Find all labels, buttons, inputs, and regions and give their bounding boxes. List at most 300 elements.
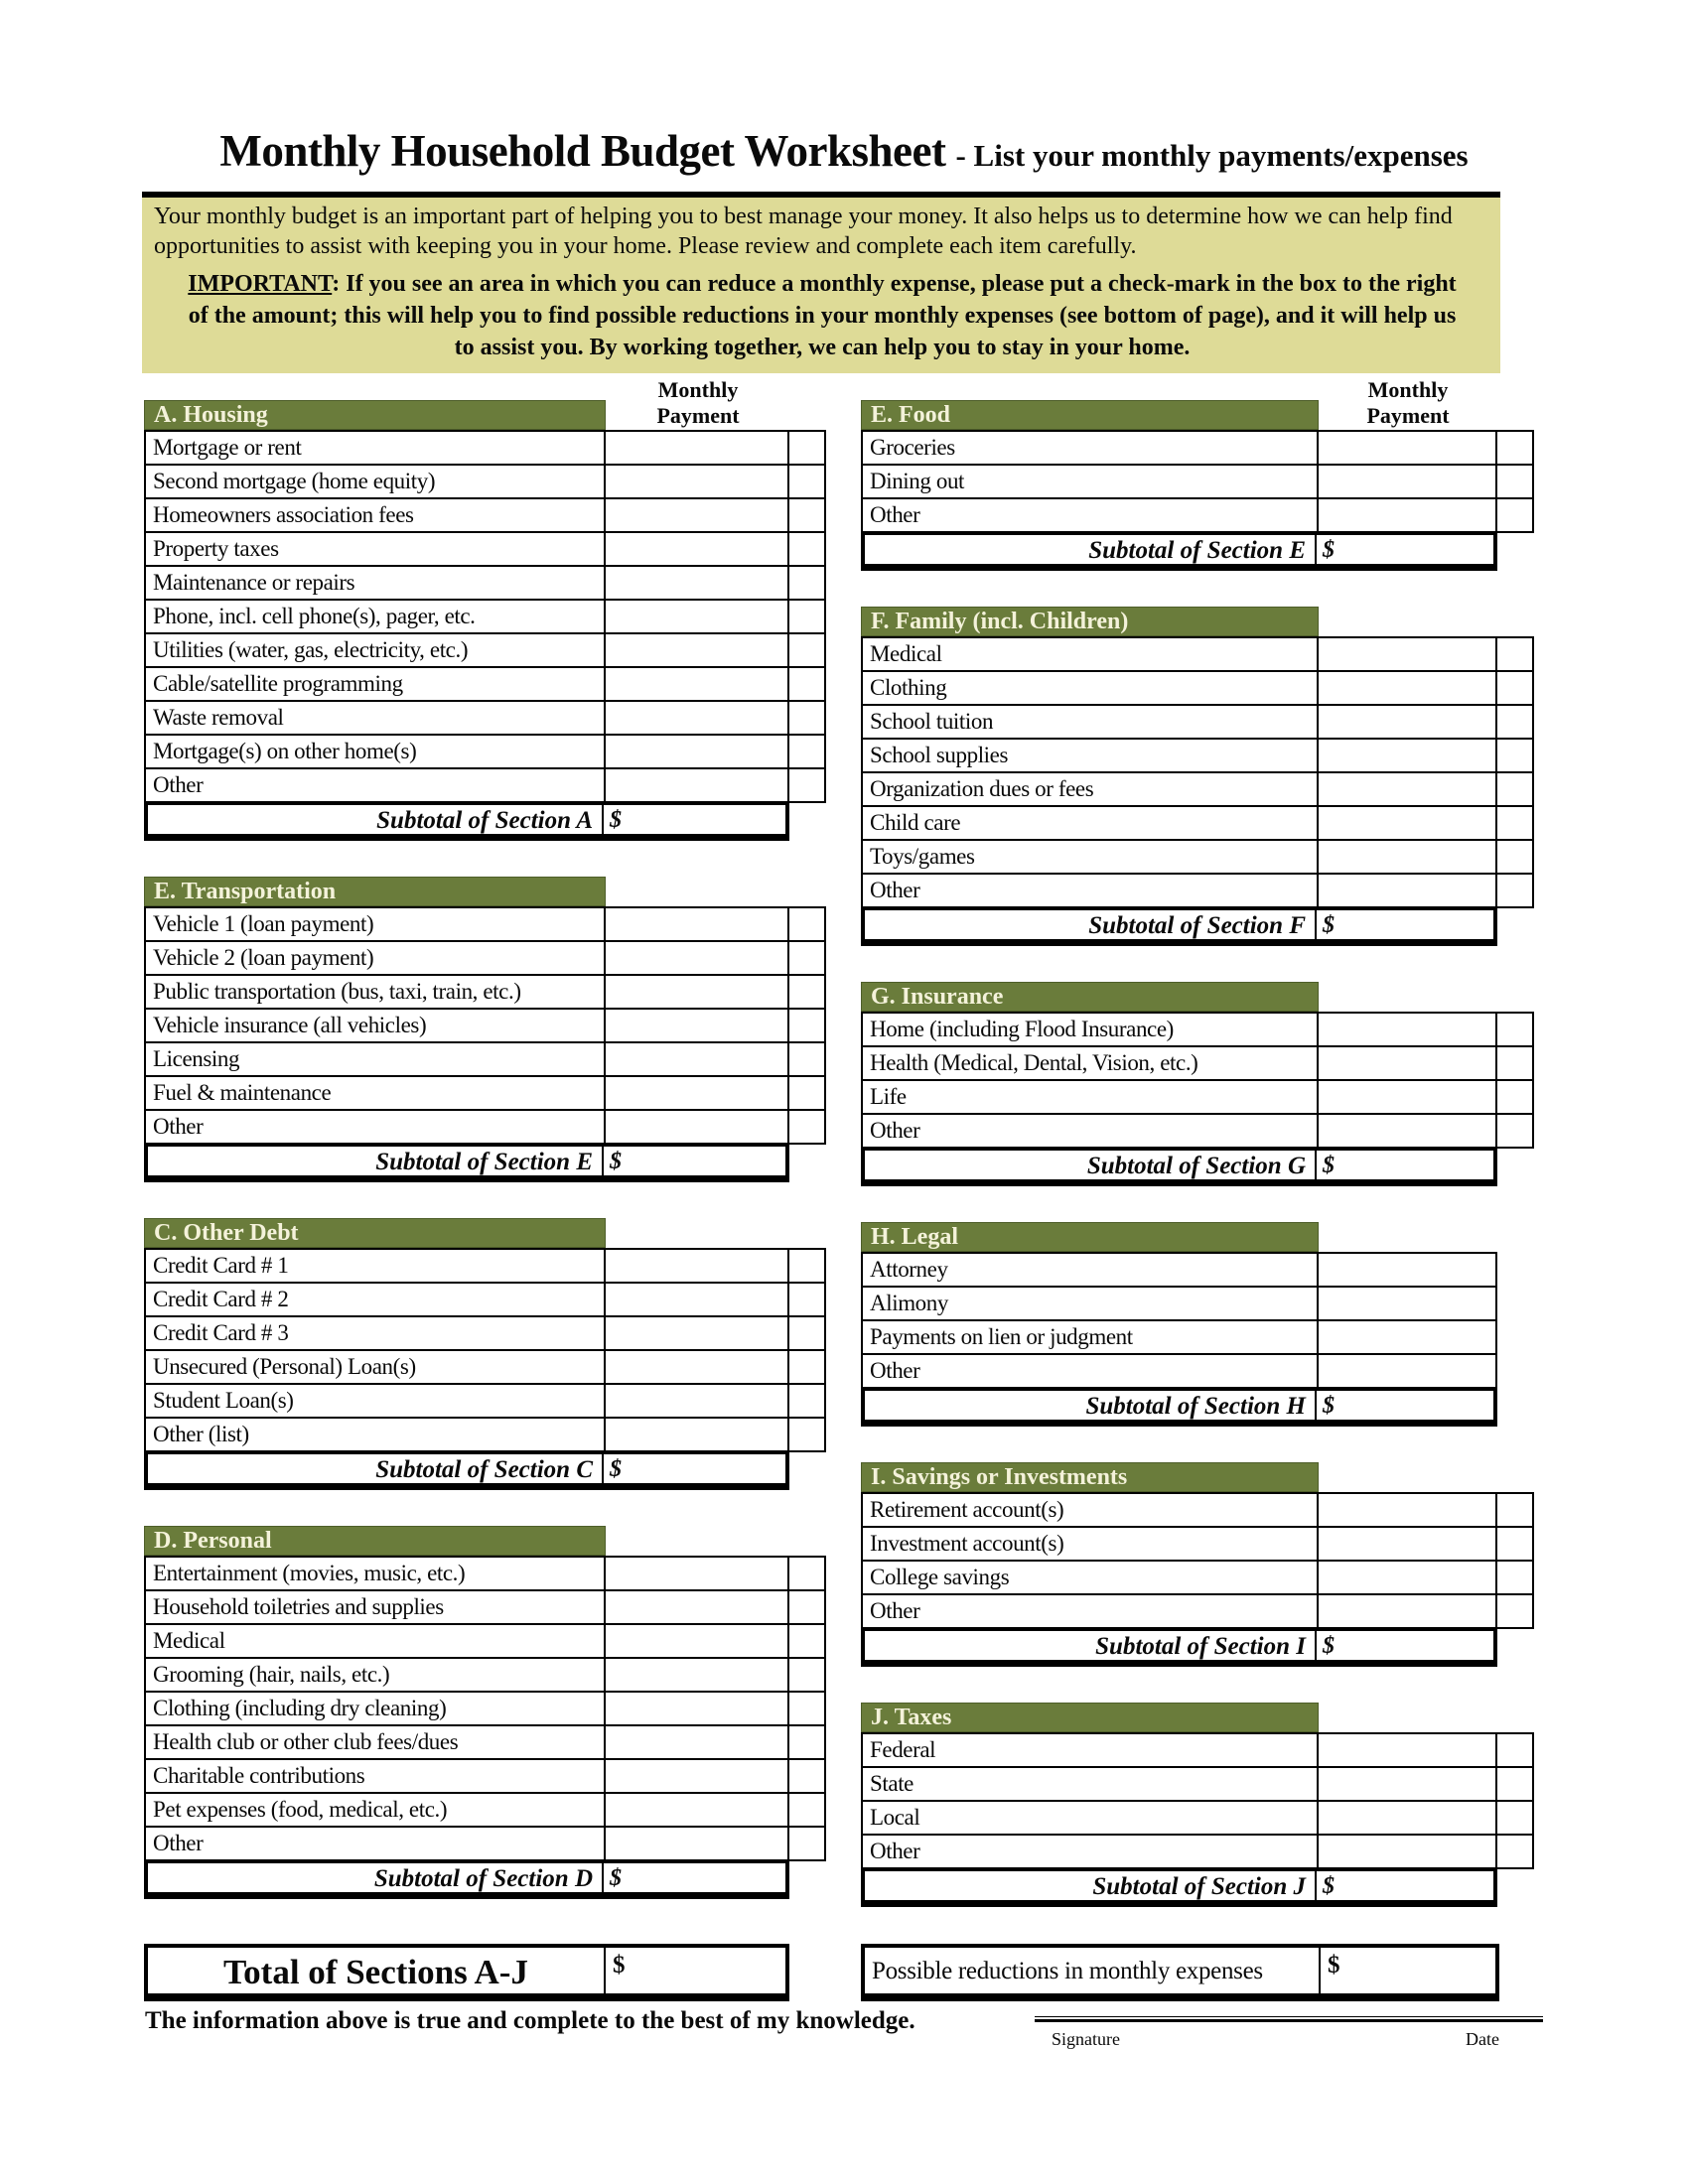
subtotal-row-a-housing [144, 801, 789, 841]
expense-label: Health club or other club fees/dues [144, 1724, 606, 1760]
expense-label: Vehicle 2 (loan payment) [144, 940, 606, 976]
totals-row [144, 1944, 1499, 2001]
subtotal-amount-cell[interactable]: $ [1323, 1633, 1335, 1659]
reduction-checkbox[interactable] [787, 1041, 826, 1077]
expense-row [144, 1248, 826, 1284]
amount-input-cell[interactable] [1317, 464, 1497, 499]
amount-input-cell[interactable] [604, 1109, 789, 1145]
expense-row [144, 1282, 826, 1317]
section-title-e-food: E. Food [861, 400, 1319, 430]
reduction-checkbox[interactable] [1495, 771, 1534, 807]
expense-row [861, 430, 1534, 466]
expense-row [144, 1657, 826, 1693]
reduction-checkbox[interactable] [1495, 1492, 1534, 1528]
amount-input-cell[interactable] [604, 666, 789, 702]
expense-row [144, 430, 826, 466]
section-title-j-taxes: J. Taxes [861, 1703, 1319, 1732]
monthly-payment-header: Monthly Payment [1366, 377, 1450, 428]
amount-input-cell[interactable] [604, 1075, 789, 1111]
signature-label: Signature [1052, 2029, 1120, 2049]
subtotal-row-e-transportation [144, 1143, 789, 1182]
subtotal-row-i-savings [861, 1627, 1497, 1667]
amount-input-cell[interactable] [1317, 1800, 1497, 1836]
amount-input-cell[interactable] [1317, 1732, 1497, 1768]
possible-reductions-label: Possible reductions in monthly expenses [865, 1948, 1321, 1993]
expense-label: Medical [144, 1623, 606, 1659]
expense-label: Public transportation (bus, taxi, train, etc.) [144, 974, 606, 1010]
section-i-savings [861, 1462, 1534, 1667]
amount-input-cell[interactable] [1317, 1834, 1497, 1869]
amount-input-cell[interactable] [1317, 704, 1497, 740]
expense-row [144, 767, 826, 803]
date-label: Date [1466, 2029, 1499, 2049]
amount-input-cell[interactable] [604, 1623, 789, 1659]
expense-label: Other [861, 873, 1319, 908]
reduction-checkbox[interactable] [787, 1657, 826, 1693]
amount-input-cell[interactable] [604, 1792, 789, 1828]
reduction-checkbox[interactable] [787, 974, 826, 1010]
expense-row [144, 1315, 826, 1351]
dollar-sign: $ [1328, 1952, 1340, 1979]
subtotal-amount-cell[interactable]: $ [610, 1149, 622, 1174]
signature-block [1035, 2016, 1543, 2050]
subtotal-row-d-personal [144, 1859, 789, 1899]
reduction-checkbox[interactable] [1495, 1593, 1534, 1629]
amount-input-cell[interactable] [1317, 1526, 1497, 1562]
expense-label: Other [144, 1109, 606, 1145]
expense-label: Household toiletries and supplies [144, 1589, 606, 1625]
reduction-checkbox[interactable] [787, 1826, 826, 1861]
section-header-d-personal [144, 1526, 826, 1556]
section-header-e-transportation [144, 877, 826, 906]
reduction-checkbox[interactable] [787, 1792, 826, 1828]
expense-row [144, 1008, 826, 1043]
expense-row [144, 531, 826, 567]
expense-row [861, 704, 1534, 740]
reduction-checkbox[interactable] [1495, 1012, 1534, 1047]
expense-label: Utilities (water, gas, electricity, etc.) [144, 632, 606, 668]
important-paragraph [188, 268, 1457, 363]
subtotal-amount-cell[interactable]: $ [1323, 537, 1335, 563]
subtotal-amount-cell[interactable]: $ [610, 1456, 622, 1482]
reduction-checkbox[interactable] [1495, 1079, 1534, 1115]
possible-reductions-amount-cell[interactable] [1321, 1948, 1495, 1993]
expense-label: Retirement account(s) [861, 1492, 1319, 1528]
expense-label: Child care [861, 805, 1319, 841]
reduction-checkbox[interactable] [787, 1589, 826, 1625]
subtotal-amount-cell[interactable]: $ [1323, 1873, 1335, 1899]
section-title-a-housing: A. Housing [144, 400, 606, 430]
amount-input-cell[interactable] [604, 1589, 789, 1625]
expense-row [861, 839, 1534, 875]
expense-label: Phone, incl. cell phone(s), pager, etc. [144, 599, 606, 634]
amount-input-cell[interactable] [1317, 670, 1497, 706]
expense-label: Other [861, 1113, 1319, 1149]
section-a-housing [144, 377, 826, 841]
reduction-checkbox[interactable] [1495, 738, 1534, 773]
reduction-checkbox[interactable] [787, 430, 826, 466]
expense-label: Medical [861, 636, 1319, 672]
subtotal-label: Subtotal of Section E [865, 535, 1317, 564]
amount-input-cell[interactable] [604, 1008, 789, 1043]
expense-label: Other [861, 1353, 1319, 1389]
reduction-checkbox[interactable] [787, 940, 826, 976]
important-text: : If you see an area in which you can reduce a monthly expense, please put a check-mark in the box to the right of the amount; this will help you to find possible reductions in your monthly expenses (see bottom of page), and it will help us to assist you. By working together, we can help you to stay in your home. [188, 270, 1457, 360]
expense-label: Toys/games [861, 839, 1319, 875]
reduction-checkbox[interactable] [1495, 704, 1534, 740]
section-header-h-legal [861, 1222, 1534, 1252]
subtotal-row-e-food [861, 531, 1497, 571]
subtotal-row-h-legal [861, 1387, 1497, 1427]
section-title-h-legal: H. Legal [861, 1222, 1319, 1252]
reduction-checkbox[interactable] [787, 1109, 826, 1145]
section-title-d-personal: D. Personal [144, 1526, 606, 1556]
amount-input-cell[interactable] [604, 767, 789, 803]
amount-input-cell[interactable] [1317, 1766, 1497, 1802]
expense-label: Life [861, 1079, 1319, 1115]
reduction-checkbox[interactable] [787, 1008, 826, 1043]
expense-row [144, 632, 826, 668]
reduction-checkbox[interactable] [1495, 636, 1534, 672]
amount-input-cell[interactable] [604, 1417, 789, 1452]
expense-row [144, 1109, 826, 1145]
section-rows [861, 430, 1534, 533]
subtotal-label: Subtotal of Section C [148, 1454, 604, 1483]
amount-input-cell[interactable] [604, 1657, 789, 1693]
amount-input-cell[interactable] [604, 1248, 789, 1284]
amount-input-cell[interactable] [1317, 430, 1497, 466]
reduction-checkbox[interactable] [1495, 464, 1534, 499]
expense-label: Other [144, 1826, 606, 1861]
section-header-e-food [861, 377, 1534, 430]
amount-input-cell[interactable] [604, 700, 789, 736]
reduction-checkbox[interactable] [1495, 1045, 1534, 1081]
expense-label: Organization dues or fees [861, 771, 1319, 807]
expense-label: Vehicle insurance (all vehicles) [144, 1008, 606, 1043]
expense-label: Mortgage or rent [144, 430, 606, 466]
reduction-checkbox[interactable] [787, 1691, 826, 1726]
reduction-checkbox[interactable] [787, 700, 826, 736]
subtotal-amount-cell[interactable]: $ [1323, 912, 1335, 938]
expense-label: Mortgage(s) on other home(s) [144, 734, 606, 769]
section-title-c-other-debt: C. Other Debt [144, 1218, 606, 1248]
amount-input-cell[interactable] [1317, 1079, 1497, 1115]
possible-reductions-box [861, 1944, 1499, 2001]
amount-input-cell[interactable] [604, 632, 789, 668]
reduction-checkbox[interactable] [787, 1315, 826, 1351]
important-label: IMPORTANT [188, 270, 333, 297]
expense-row [144, 464, 826, 499]
expense-label: Other (list) [144, 1417, 606, 1452]
amount-input-cell[interactable] [604, 1724, 789, 1760]
expense-label: Federal [861, 1732, 1319, 1768]
amount-input-cell[interactable] [604, 497, 789, 533]
section-rows [861, 1492, 1534, 1629]
expense-row [861, 1252, 1534, 1288]
expense-row [861, 670, 1534, 706]
reduction-checkbox[interactable] [787, 1623, 826, 1659]
reduction-checkbox[interactable] [787, 565, 826, 601]
reduction-checkbox[interactable] [1495, 1732, 1534, 1768]
subtotal-row-j-taxes [861, 1867, 1497, 1907]
section-header-a-housing [144, 377, 826, 430]
amount-input-cell[interactable] [604, 599, 789, 634]
expense-row [861, 1012, 1534, 1047]
page-title-sub: - List your monthly payments/expenses [955, 138, 1469, 173]
expense-row [861, 636, 1534, 672]
amount-input-cell[interactable] [1317, 1593, 1497, 1629]
expense-row [861, 771, 1534, 807]
amount-input-cell[interactable] [1317, 1252, 1497, 1288]
expense-row [861, 1593, 1534, 1629]
reduction-checkbox[interactable] [787, 497, 826, 533]
amount-input-cell[interactable] [604, 1041, 789, 1077]
expense-label: Home (including Flood Insurance) [861, 1012, 1319, 1047]
reduction-checkbox[interactable] [787, 1248, 826, 1284]
expense-label: School supplies [861, 738, 1319, 773]
amount-input-cell[interactable] [1317, 771, 1497, 807]
amount-input-cell[interactable] [604, 1691, 789, 1726]
expense-row [144, 1826, 826, 1861]
total-sections-label: Total of Sections A-J [148, 1948, 606, 1993]
expense-row [144, 974, 826, 1010]
subtotal-label: Subtotal of Section I [865, 1631, 1317, 1660]
reduction-checkbox[interactable] [787, 1556, 826, 1591]
total-sections-box [144, 1944, 789, 2001]
amount-input-cell[interactable] [1317, 805, 1497, 841]
reduction-checkbox[interactable] [787, 1383, 826, 1419]
section-g-insurance [861, 982, 1534, 1186]
expense-row [861, 1834, 1534, 1869]
expense-row [861, 1045, 1534, 1081]
amount-input-cell[interactable] [604, 1826, 789, 1861]
expense-label: Charitable contributions [144, 1758, 606, 1794]
subtotal-amount-cell[interactable]: $ [1323, 1393, 1335, 1419]
reduction-checkbox[interactable] [1495, 1766, 1534, 1802]
expense-label: School tuition [861, 704, 1319, 740]
page-title-main: Monthly Household Budget Worksheet [219, 126, 946, 176]
expense-label: Groceries [861, 430, 1319, 466]
section-rows [861, 1732, 1534, 1869]
expense-label: Waste removal [144, 700, 606, 736]
subtotal-label: Subtotal of Section J [865, 1871, 1317, 1900]
section-header-c-other-debt [144, 1218, 826, 1248]
expense-label: State [861, 1766, 1319, 1802]
reduction-checkbox[interactable] [1495, 1526, 1534, 1562]
amount-input-cell[interactable] [1317, 1045, 1497, 1081]
subtotal-amount-cell[interactable]: $ [610, 1865, 622, 1891]
amount-input-cell[interactable] [1317, 1492, 1497, 1528]
expense-row [144, 1724, 826, 1760]
expense-row [144, 1075, 826, 1111]
amount-input-cell[interactable] [1317, 1319, 1497, 1355]
left-column [144, 377, 826, 1935]
reduction-checkbox[interactable] [787, 531, 826, 567]
amount-input-cell[interactable] [1317, 1113, 1497, 1149]
reduction-checkbox[interactable] [787, 1075, 826, 1111]
reduction-checkbox[interactable] [787, 632, 826, 668]
expense-row [144, 565, 826, 601]
amount-input-cell[interactable] [604, 430, 789, 466]
expense-row [144, 940, 826, 976]
amount-input-cell[interactable] [1317, 497, 1497, 533]
amount-input-cell[interactable] [604, 734, 789, 769]
signature-labels [1035, 2022, 1543, 2050]
section-e-transportation [144, 877, 826, 1182]
reduction-checkbox[interactable] [787, 1758, 826, 1794]
subtotal-row-f-family [861, 906, 1497, 946]
reduction-checkbox[interactable] [787, 599, 826, 634]
expense-label: Fuel & maintenance [144, 1075, 606, 1111]
amount-input-cell[interactable] [604, 565, 789, 601]
reduction-checkbox[interactable] [787, 666, 826, 702]
expense-row [144, 1041, 826, 1077]
expense-row [861, 805, 1534, 841]
amount-input-cell[interactable] [604, 1315, 789, 1351]
amount-input-cell[interactable] [604, 940, 789, 976]
expense-row [861, 1286, 1534, 1321]
expense-row [861, 1560, 1534, 1595]
expense-row [144, 1383, 826, 1419]
expense-row [144, 906, 826, 942]
reduction-checkbox[interactable] [787, 767, 826, 803]
reduction-checkbox[interactable] [1495, 1113, 1534, 1149]
section-title-g-insurance: G. Insurance [861, 982, 1319, 1012]
subtotal-label: Subtotal of Section H [865, 1391, 1317, 1420]
section-header-i-savings [861, 1462, 1534, 1492]
expense-label: Attorney [861, 1252, 1319, 1288]
subtotal-amount-cell[interactable]: $ [1323, 1153, 1335, 1178]
section-title-i-savings: I. Savings or Investments [861, 1462, 1319, 1492]
subtotal-label: Subtotal of Section E [148, 1147, 604, 1175]
amount-input-cell[interactable] [1317, 839, 1497, 875]
expense-label: Vehicle 1 (loan payment) [144, 906, 606, 942]
reduction-checkbox[interactable] [1495, 1560, 1534, 1595]
expense-row [144, 666, 826, 702]
expense-label: Investment account(s) [861, 1526, 1319, 1562]
expense-row [144, 1589, 826, 1625]
section-header-g-insurance [861, 982, 1534, 1012]
section-rows [144, 430, 826, 803]
reduction-checkbox[interactable] [787, 906, 826, 942]
expense-row [861, 1353, 1534, 1389]
page-title [0, 125, 1688, 177]
section-title-f-family: F. Family (incl. Children) [861, 607, 1319, 636]
amount-input-cell[interactable] [604, 974, 789, 1010]
reduction-checkbox[interactable] [1495, 497, 1534, 533]
expense-label: Property taxes [144, 531, 606, 567]
expense-label: Payments on lien or judgment [861, 1319, 1319, 1355]
expense-label: Credit Card # 1 [144, 1248, 606, 1284]
expense-label: Credit Card # 3 [144, 1315, 606, 1351]
expense-row [144, 1556, 826, 1591]
amount-input-cell[interactable] [1317, 738, 1497, 773]
section-e-food [861, 377, 1534, 571]
amount-input-cell[interactable] [1317, 873, 1497, 908]
reduction-checkbox[interactable] [787, 734, 826, 769]
reduction-checkbox[interactable] [1495, 805, 1534, 841]
section-header-f-family [861, 607, 1534, 636]
reduction-checkbox[interactable] [787, 464, 826, 499]
reduction-checkbox[interactable] [787, 1724, 826, 1760]
expense-label: College savings [861, 1560, 1319, 1595]
amount-input-cell[interactable] [604, 906, 789, 942]
amount-input-cell[interactable] [604, 1556, 789, 1591]
expense-row [861, 1526, 1534, 1562]
amount-input-cell[interactable] [1317, 1286, 1497, 1321]
subtotal-row-c-other-debt [144, 1450, 789, 1490]
worksheet-columns [144, 377, 1534, 1943]
expense-label: Clothing (including dry cleaning) [144, 1691, 606, 1726]
amount-input-cell[interactable] [604, 1282, 789, 1317]
amount-input-cell[interactable] [1317, 636, 1497, 672]
expense-label: Dining out [861, 464, 1319, 499]
expense-row [861, 497, 1534, 533]
reduction-checkbox[interactable] [1495, 1800, 1534, 1836]
section-rows [861, 1012, 1534, 1149]
reduction-checkbox[interactable] [787, 1417, 826, 1452]
reduction-checkbox[interactable] [787, 1349, 826, 1385]
expense-row [144, 700, 826, 736]
expense-label: Other [861, 497, 1319, 533]
subtotal-label: Subtotal of Section G [865, 1151, 1317, 1179]
expense-row [144, 1792, 826, 1828]
amount-input-cell[interactable] [604, 1758, 789, 1794]
amount-input-cell[interactable] [1317, 1012, 1497, 1047]
expense-row [861, 873, 1534, 908]
total-sections-amount-cell[interactable] [606, 1948, 785, 1993]
expense-label: Entertainment (movies, music, etc.) [144, 1556, 606, 1591]
amount-input-cell[interactable] [604, 1383, 789, 1419]
section-rows [144, 1556, 826, 1861]
expense-label: Student Loan(s) [144, 1383, 606, 1419]
expense-row [861, 464, 1534, 499]
section-f-family [861, 607, 1534, 946]
expense-row [144, 1349, 826, 1385]
reduction-checkbox[interactable] [1495, 839, 1534, 875]
expense-row [144, 734, 826, 769]
subtotal-label: Subtotal of Section A [148, 805, 604, 834]
reduction-checkbox[interactable] [1495, 873, 1534, 908]
expense-row [144, 497, 826, 533]
expense-label: Health (Medical, Dental, Vision, etc.) [861, 1045, 1319, 1081]
amount-input-cell[interactable] [604, 1349, 789, 1385]
expense-label: Cable/satellite programming [144, 666, 606, 702]
reduction-checkbox[interactable] [1495, 430, 1534, 466]
expense-row [861, 1079, 1534, 1115]
expense-label: Homeowners association fees [144, 497, 606, 533]
subtotal-amount-cell[interactable]: $ [610, 807, 622, 833]
amount-input-cell[interactable] [1317, 1353, 1497, 1389]
amount-input-cell[interactable] [604, 531, 789, 567]
section-title-e-transportation: E. Transportation [144, 877, 606, 906]
section-rows [144, 1248, 826, 1452]
expense-label: Local [861, 1800, 1319, 1836]
expense-row [861, 1492, 1534, 1528]
amount-input-cell[interactable] [1317, 1560, 1497, 1595]
amount-input-cell[interactable] [604, 464, 789, 499]
section-rows [144, 906, 826, 1145]
expense-row [144, 1417, 826, 1452]
reduction-checkbox[interactable] [1495, 1834, 1534, 1869]
intro-paragraph: Your monthly budget is an important part of helping you to best manage your money. It also helps us to determine how we can help find opportunities to assist with keeping you in your home. Please review and complete each item carefully. [154, 204, 1453, 259]
expense-label: Other [861, 1593, 1319, 1629]
section-j-taxes [861, 1703, 1534, 1907]
reduction-checkbox[interactable] [1495, 670, 1534, 706]
expense-label: Credit Card # 2 [144, 1282, 606, 1317]
reduction-checkbox[interactable] [787, 1282, 826, 1317]
expense-label: Other [144, 767, 606, 803]
